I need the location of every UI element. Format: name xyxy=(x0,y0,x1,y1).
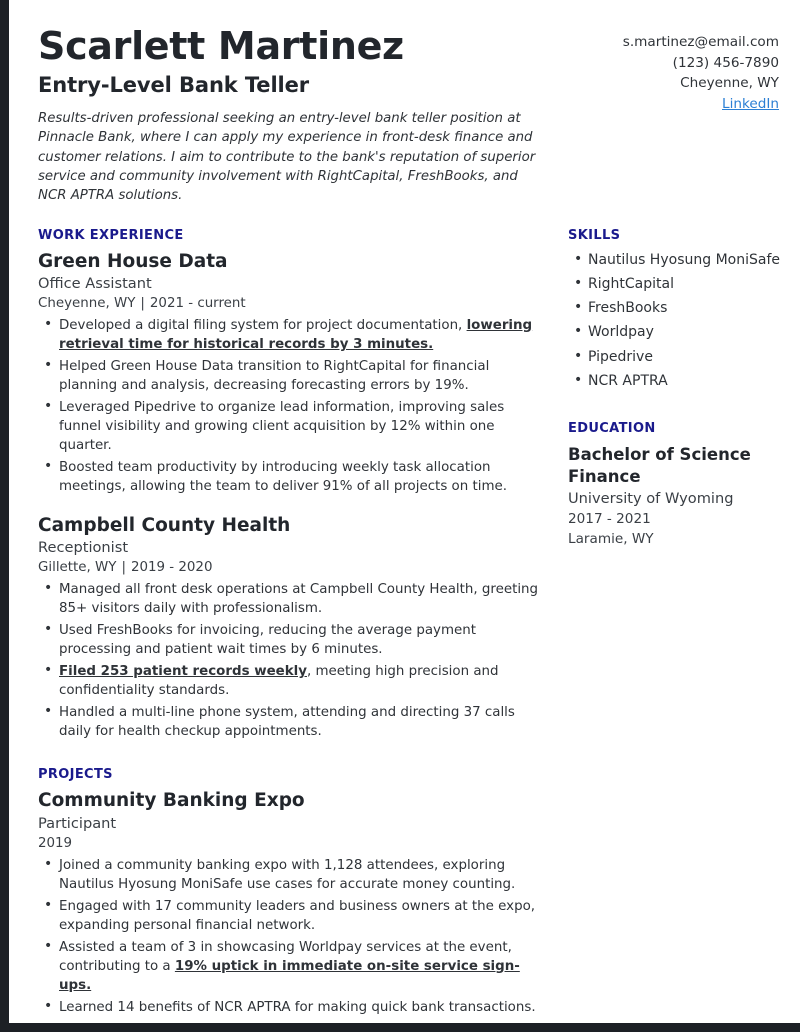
entry-bullet: • Learned 14 benefits of NCR APTRA for making quick bank transactions. xyxy=(38,998,541,1017)
entry-bullet: • Engaged with 17 community leaders and business owners at the expo, expanding personal financial network. xyxy=(38,897,541,935)
section-skills xyxy=(568,228,800,392)
entry-bullet: • Developed a digital filing system for project documentation, lowering retrieval time for historical records by 3 minutes. xyxy=(38,316,541,354)
entry-dates: 2019 - 2020 xyxy=(130,560,213,576)
entry-bullet: • Helped Green House Data transition to RightCapital for financial planning and analysis, decreasing forecasting errors by 19%. xyxy=(38,357,541,395)
entry-bullet: • Leveraged Pipedrive to organize lead information, improving sales funnel visibility and growing client acquisition by 12% within one quarter. xyxy=(38,398,541,455)
education-school: University of Wyoming xyxy=(568,490,734,508)
projects-entries xyxy=(38,789,541,1016)
education-location: Laramie, WY xyxy=(568,530,654,547)
candidate-name: Scarlett Martinez xyxy=(38,24,404,68)
entry-dates: 2021 - current xyxy=(149,295,246,311)
entry-organization: Campbell County Health xyxy=(38,514,291,536)
entry-meta xyxy=(38,559,541,577)
section-heading-projects: PROJECTS xyxy=(38,767,113,783)
section-heading-skills: SKILLS xyxy=(568,227,621,243)
resume-body xyxy=(38,228,790,1021)
entry-meta-separator: | xyxy=(140,295,145,311)
entry-meta xyxy=(38,295,541,313)
professional-summary: Results-driven professional seeking an entry-level bank teller position at Pinnacle Bank, where I can apply my experience in front-desk finance and customer relations. I aim to contribute to the bank's reputation of superior service and community involvement with RightCapital, FreshBooks, and NCR APTRA solutions. xyxy=(38,111,536,204)
entry-organization: Community Banking Expo xyxy=(38,790,305,812)
education-field: Finance xyxy=(568,466,641,486)
main-column xyxy=(38,228,541,1021)
resume-header xyxy=(38,24,790,206)
contact-email[interactable]: s.martinez@email.com xyxy=(622,34,779,50)
entry-location: Cheyenne, WY xyxy=(38,295,136,311)
entry-dates: 2019 xyxy=(38,835,73,851)
entry-bullet: • Managed all front desk operations at Campbell County Health, greeting 85+ visitors daily with professionalism. xyxy=(38,580,541,618)
skill-item: • FreshBooks xyxy=(568,299,800,318)
entry-bullet: • Filed 253 patient records weekly, meeting high precision and confidentiality standards. xyxy=(38,662,541,700)
entry-bullet-list xyxy=(38,580,541,741)
education-degree: Bachelor of Science xyxy=(568,445,751,465)
entry-bullet: • Used FreshBooks for invoicing, reducing the average payment processing and patient wait times by 6 minutes. xyxy=(38,621,541,659)
resume-document xyxy=(9,0,800,1023)
entry-location: Gillette, WY xyxy=(38,560,117,576)
skill-item: • Nautilus Hyosung MoniSafe xyxy=(568,251,800,270)
entry-bullet: • Handled a multi-line phone system, attending and directing 37 calls daily for health checkup appointments. xyxy=(38,703,541,741)
entry-meta-separator: | xyxy=(121,560,126,576)
entry-bullet: • Joined a community banking expo with 1,128 attendees, exploring Nautilus Hyosung MoniSafe use cases for accurate money counting. xyxy=(38,856,541,894)
bullet-emphasis: 19% uptick in immediate on-site service sign-ups. xyxy=(59,958,520,993)
entry-bullet: • Assisted a team of 3 in showcasing Worldpay services at the event, contributing to a 19% uptick in immediate on-site service sign-ups. xyxy=(38,938,541,995)
contact-location: Cheyenne, WY xyxy=(680,75,779,92)
header-left-column xyxy=(38,24,550,206)
work-experience-entries xyxy=(38,250,541,742)
skill-item: • NCR APTRA xyxy=(568,372,800,391)
section-projects xyxy=(38,767,541,1016)
skill-item: • Pipedrive xyxy=(568,348,800,367)
bullet-emphasis: lowering retrieval time for historical records by 3 minutes. xyxy=(59,317,533,352)
contact-link-row xyxy=(551,94,779,115)
section-work-experience xyxy=(38,228,541,742)
section-heading-education: EDUCATION xyxy=(568,421,656,437)
entry-meta xyxy=(38,835,541,853)
experience-entry xyxy=(38,250,541,496)
bullet-emphasis: Filed 253 patient records weekly xyxy=(59,664,307,680)
experience-entry xyxy=(38,789,541,1016)
section-heading-work-experience: WORK EXPERIENCE xyxy=(38,227,184,243)
experience-entry xyxy=(38,514,541,741)
entry-bullet-list xyxy=(38,856,541,1017)
side-column xyxy=(568,228,800,1021)
linkedin-link[interactable]: LinkedIn xyxy=(722,95,779,112)
skill-item: • Worldpay xyxy=(568,323,800,342)
entry-role: Office Assistant xyxy=(38,274,152,292)
entry-organization: Green House Data xyxy=(38,250,228,272)
entry-role: Participant xyxy=(38,814,117,832)
contact-phone: (123) 456-7890 xyxy=(672,54,779,71)
skill-item: • RightCapital xyxy=(568,275,800,294)
entry-bullet: • Boosted team productivity by introducing weekly task allocation meetings, allowing the team to deliver 91% of all projects on time. xyxy=(38,458,541,496)
education-years: 2017 - 2021 xyxy=(568,510,651,527)
entry-role: Receptionist xyxy=(38,539,129,557)
entry-bullet-list xyxy=(38,316,541,496)
section-education xyxy=(568,421,800,549)
contact-block xyxy=(551,24,790,115)
skills-list xyxy=(568,251,800,392)
candidate-job-title: Entry-Level Bank Teller xyxy=(38,73,310,98)
